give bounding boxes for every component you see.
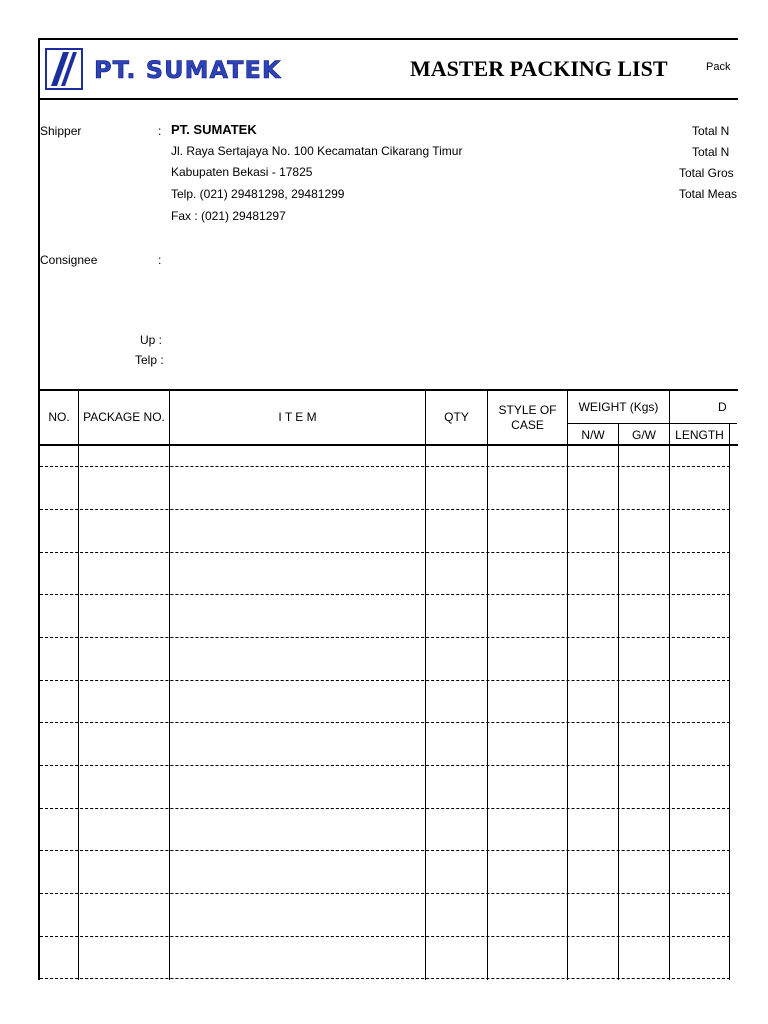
shipper-label: Shipper [40,124,82,138]
table-row [40,936,730,937]
col-divider-no [78,390,79,980]
table-row [40,637,730,638]
total-measurement-label: Total Meas [679,187,738,201]
table-row [40,722,730,723]
table-row [40,893,730,894]
col-divider-qty [487,390,488,980]
col-header-gw: G/W [632,428,656,442]
table-header-bottom-border [38,444,738,446]
table-row [40,850,730,851]
company-logo-icon [45,48,83,90]
total-net-label-1: Total N [692,124,730,138]
col-header-package-no: PACKAGE NO. [83,410,165,424]
consignee-colon: : [158,253,162,267]
col-header-style-line1: STYLE OF [498,403,557,417]
shipper-colon: : [158,124,162,138]
consignee-up-label: Up : [140,333,163,347]
col-header-weight: WEIGHT (Kgs) [578,400,659,414]
consignee-label: Consignee [40,253,98,267]
shipper-phone: Telp. (021) 29481298, 29481299 [171,187,345,201]
table-row [40,594,730,595]
consignee-telp-label: Telp : [135,353,164,367]
col-header-item: I T E M [278,410,317,424]
table-row [40,509,730,510]
col-header-length: LENGTH [675,428,724,442]
total-gross-label: Total Gros [679,166,734,180]
col-header-nw: N/W [581,428,605,442]
shipper-address-line2: Kabupaten Bekasi - 17825 [171,165,313,179]
table-row [40,552,730,553]
shipper-name: PT. SUMATEK [171,122,257,137]
col-divider-style [567,390,568,980]
packing-label-partial: Pack [706,61,731,73]
col-header-style-line2: CASE [511,418,544,432]
total-net-label-2: Total N [692,145,730,159]
col-divider-item [425,390,426,980]
col-header-dimension-partial: D [718,400,727,414]
table-row [40,466,730,467]
table-row [40,680,730,681]
col-header-no: NO. [48,410,70,424]
table-row [40,808,730,809]
table-row [40,765,730,766]
col-header-qty: QTY [444,410,469,424]
header-divider [38,98,738,100]
shipper-address-line1: Jl. Raya Sertajaya No. 100 Kecamatan Cikarang Timur [171,144,463,158]
company-logo-text: PT. SUMATEK [94,56,282,84]
table-top-border [38,389,738,391]
document-title: MASTER PACKING LIST [410,56,668,81]
table-row [40,978,730,979]
col-divider-length [729,424,730,980]
shipper-fax: Fax : (021) 29481297 [171,209,286,223]
col-divider-weight [669,390,670,980]
col-divider-nw [618,424,619,980]
sheet-top-border [38,38,738,40]
col-divider-package [169,390,170,980]
weight-subheader-line [567,423,737,424]
